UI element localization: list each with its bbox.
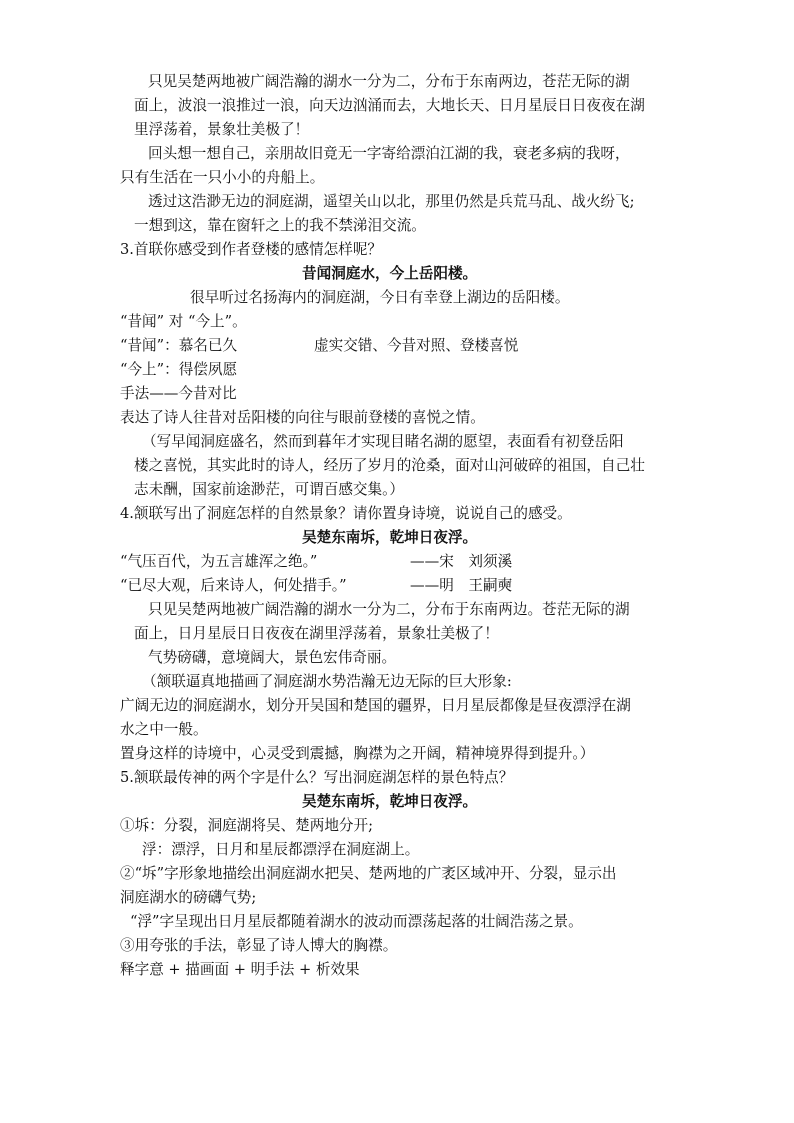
text-line: ③用夸张的手法，彰显了诗人博大的胸襟。 <box>120 937 398 954</box>
text-line: “今上”：得偿夙愿 <box>120 361 238 378</box>
text-line: 很早听过名扬海内的洞庭湖，今日有幸登上湖边的岳阳楼。 <box>190 289 570 306</box>
quote-line: “气压百代，为五言雄浑之绝。” <box>120 553 318 570</box>
question-heading: 4.颔联写出了洞庭怎样的自然景象？请你置身诗境，说说自己的感受。 <box>120 505 572 522</box>
quote-line: “已尽大观，后来诗人，何处措手。” <box>120 577 347 594</box>
text-line: 气势磅礴，意境阔大，景色宏伟奇丽。 <box>148 649 397 666</box>
text-line: 只有生活在一只小小的舟船上。 <box>120 169 325 186</box>
poem-line: 吴楚东南坼，乾坤日夜浮。 <box>302 529 478 546</box>
question-heading: 5.颔联最传神的两个字是什么？写出洞庭湖怎样的景色特点？ <box>120 769 514 786</box>
quote-author: ——宋 刘须溪 <box>410 553 513 570</box>
text-line: 置身这样的诗境中，心灵受到震撼，胸襟为之开阔，精神境界得到提升。） <box>120 745 595 762</box>
text-line: 透过这浩渺无边的洞庭湖，遥望关山以北，那里仍然是兵荒马乱、战火纷飞; <box>148 193 635 210</box>
text-line: 面上，日月星辰日日夜夜在湖里浮荡着，景象壮美极了！ <box>134 625 499 642</box>
text-line: 一想到这，靠在窗轩之上的我不禁涕泪交流。 <box>134 217 426 234</box>
text-line: 洞庭湖水的磅礴气势; <box>120 889 257 906</box>
text-line: “浮”字呈现出日月星辰都随着湖水的波动而漂荡起落的壮阔浩荡之景。 <box>130 913 583 930</box>
text-line: 浮：漂浮，日月和星辰都漂浮在洞庭湖上。 <box>142 841 420 858</box>
poem-line: 吴楚东南坼，乾坤日夜浮。 <box>302 793 478 810</box>
quote-author: ——明 王嗣奭 <box>410 577 513 594</box>
text-line: （写早闻洞庭盛名，然而到暮年才实现目睹名湖的愿望，表面看有初登岳阳 <box>142 433 624 450</box>
text-line: 回头想一想自己，亲朋故旧竟无一字寄给漂泊江湖的我，衰老多病的我呀， <box>148 145 630 162</box>
formula-line: 释字意 + 描画面 + 明手法 + 析效果 <box>120 961 360 978</box>
text-line: 面上，波浪一浪推过一浪，向天边汹涌而去，大地长天、日月星辰日日夜夜在湖 <box>134 97 645 114</box>
text-line: 只见吴楚两地被广阔浩瀚的湖水一分为二，分布于东南两边，苍茫无际的湖 <box>148 73 630 90</box>
text-line: （颔联逼真地描画了洞庭湖水势浩瀚无边无际的巨大形象: <box>142 673 512 690</box>
text-line: 虚实交错、今昔对照、登楼喜悦 <box>314 337 519 354</box>
text-line: ②“坼”字形象地描绘出洞庭湖水把吴、楚两地的广袤区域冲开、分裂，显示出 <box>120 865 617 882</box>
text-line: ①坼：分裂，洞庭湖将吴、楚两地分开; <box>120 817 374 834</box>
text-line: 楼之喜悦，其实此时的诗人，经历了岁月的沧桑，面对山河破碎的祖国，自己壮 <box>134 457 645 474</box>
text-line: “昔闻”：慕名已久 <box>120 337 238 354</box>
text-line: 表达了诗人往昔对岳阳楼的向往与眼前登楼的喜悦之情。 <box>120 409 485 426</box>
text-line: 志未酬，国家前途渺茫，可谓百感交集。） <box>134 481 404 498</box>
text-line: 只见吴楚两地被广阔浩瀚的湖水一分为二，分布于东南两边。苍茫无际的湖 <box>148 601 630 618</box>
text-line: 广阔无边的洞庭湖水，划分开吴国和楚国的疆界，日月星辰都像是昼夜漂浮在湖 <box>120 697 631 714</box>
text-line: 里浮荡着，景象壮美极了！ <box>134 121 310 138</box>
text-line: 手法——今昔对比 <box>120 385 237 402</box>
poem-line: 昔闻洞庭水，今上岳阳楼。 <box>302 265 478 282</box>
text-line: 水之中一般。 <box>120 721 208 738</box>
text-line: “昔闻” 对 “今上”。 <box>120 313 247 330</box>
question-heading: 3.首联你感受到作者登楼的感情怎样呢？ <box>120 241 383 258</box>
